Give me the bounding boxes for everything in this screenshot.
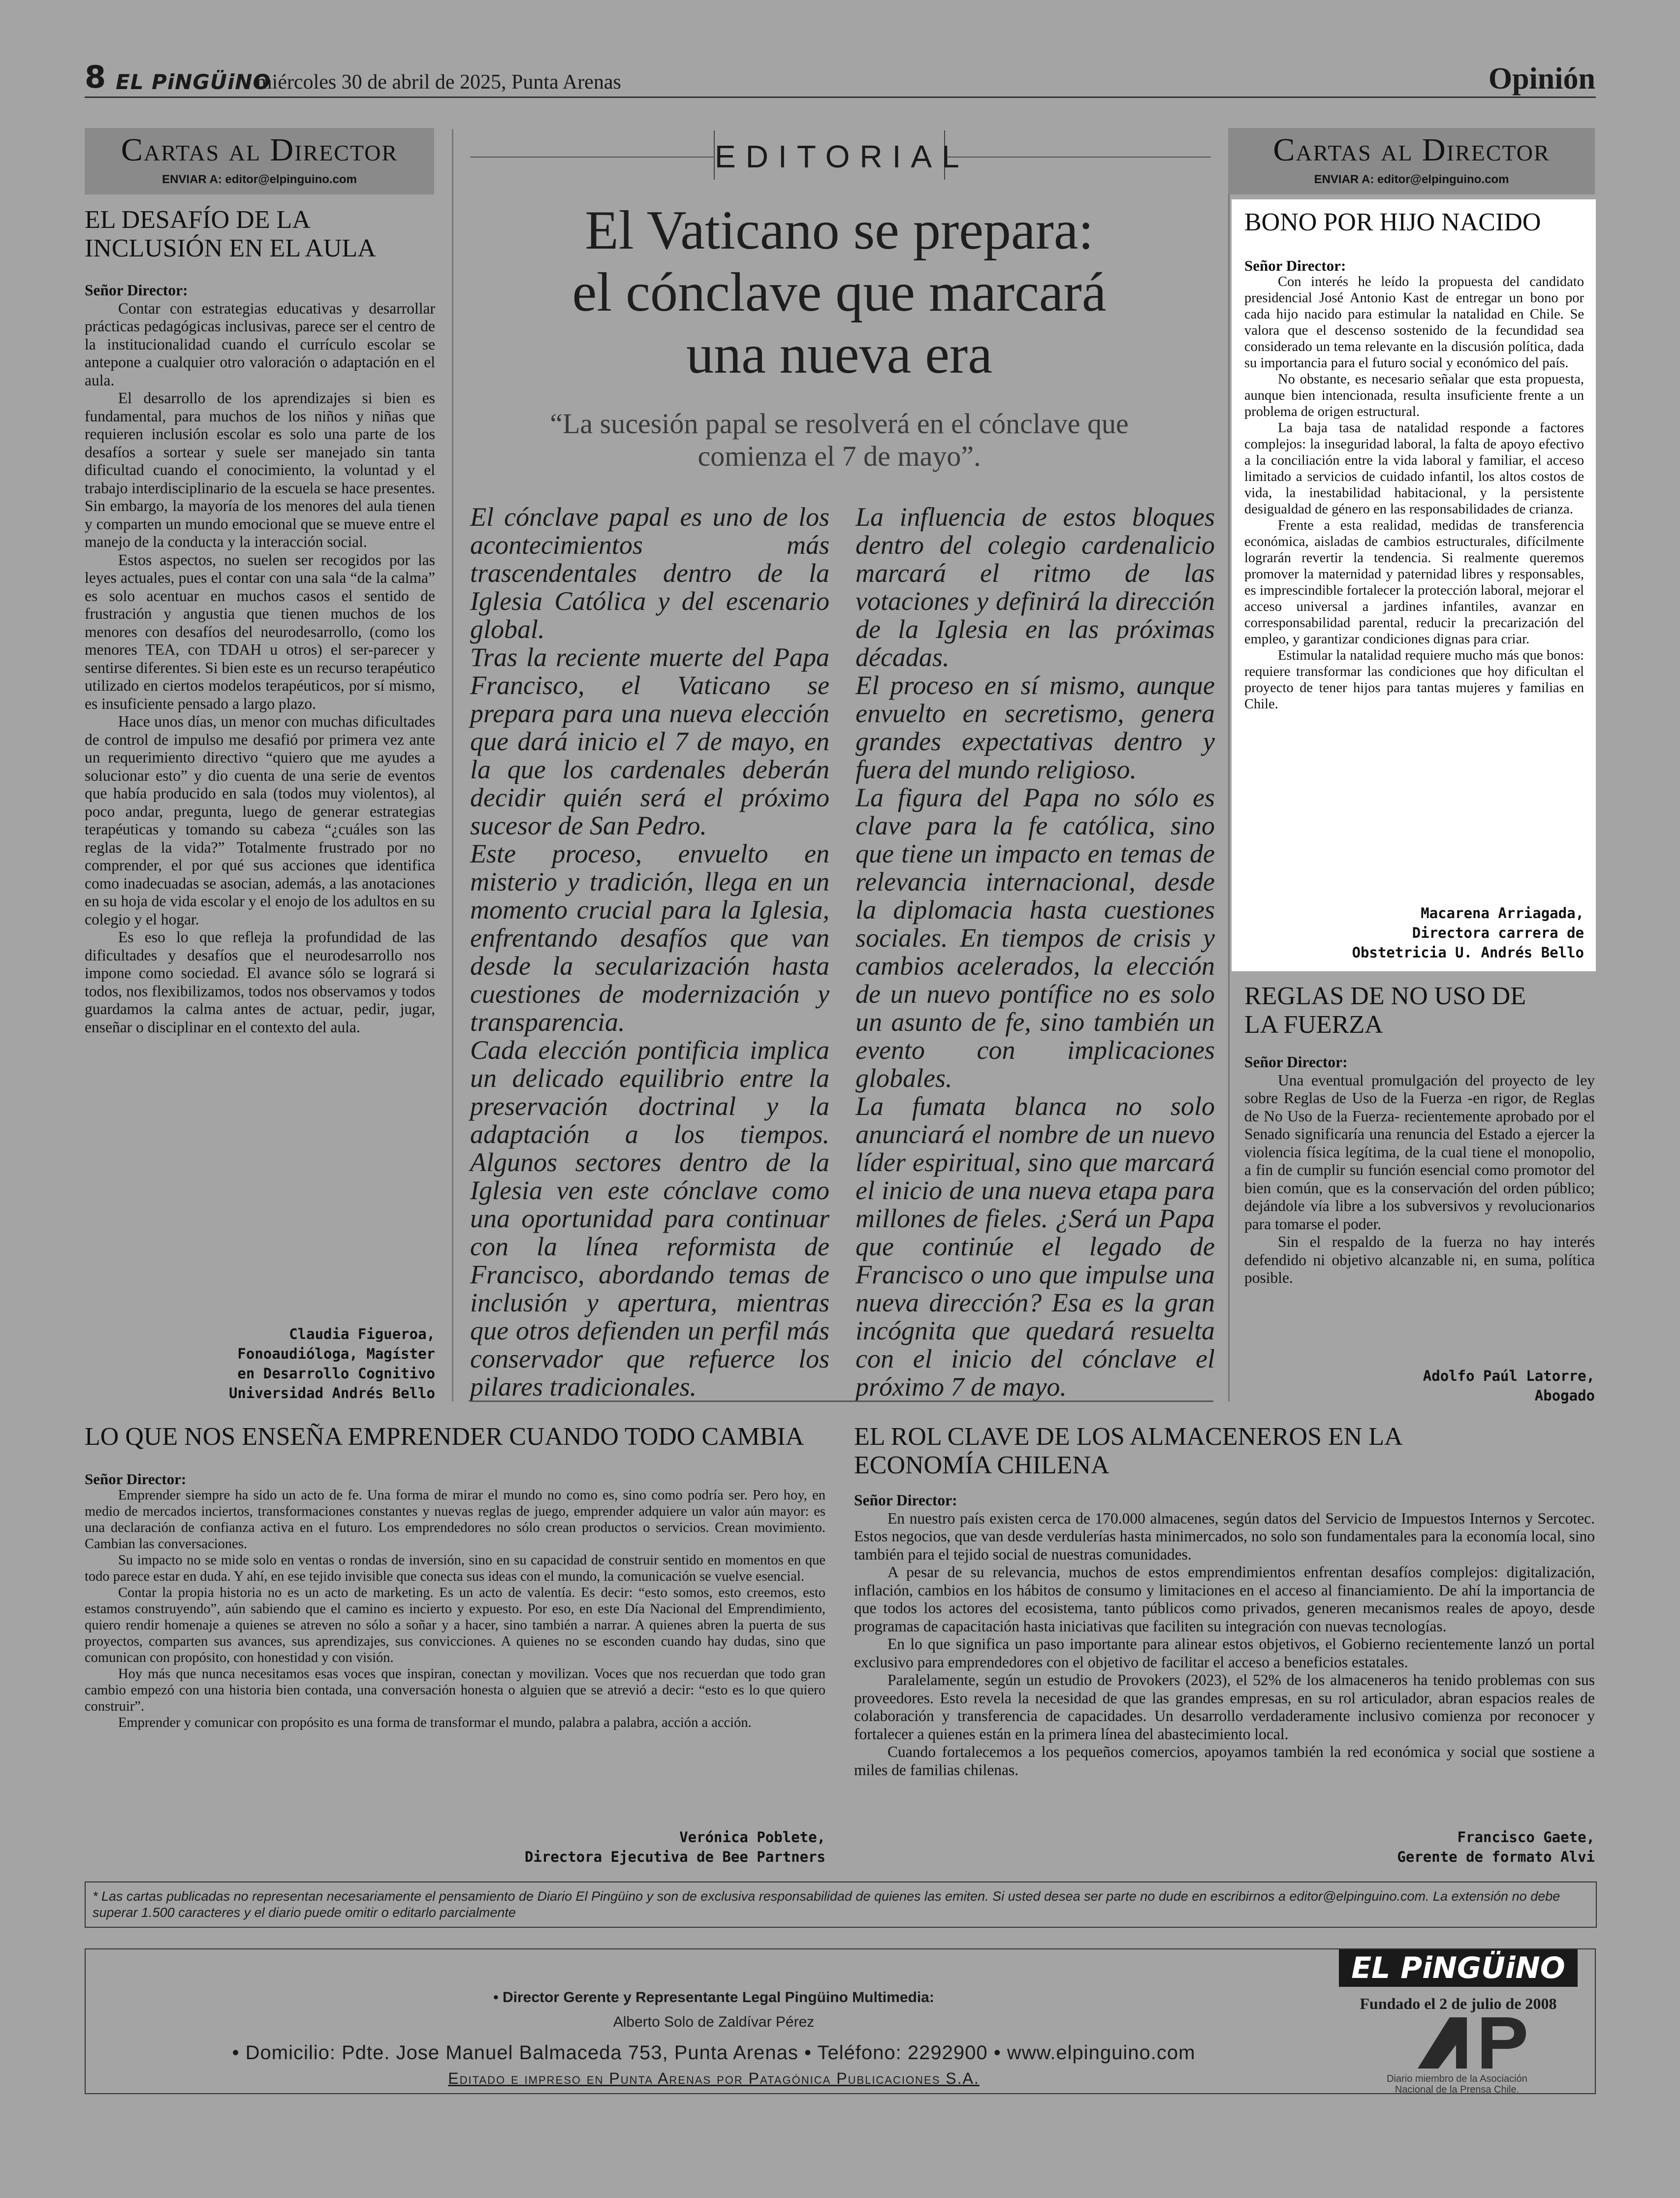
headline-line: una nueva era xyxy=(686,324,992,385)
editorial-headline xyxy=(468,199,1211,385)
letter-body xyxy=(1244,257,1584,712)
signature-line: Francisco Gaete, xyxy=(1457,1829,1595,1846)
paragraph: Tras la reciente muerte del Papa Francisco, el Vaticano se prepara para una nueva elección que dará inicio el 7 de mayo, en la que los cardenales deberán decidir quién será el próximo sucesor de San Pedro. xyxy=(470,642,829,840)
paragraph: Estimular la natalidad requiere mucho más que bonos: requiere transformar las condiciones que hoy dificultan el proyecto de tener hijos para tantas mujeres y familias en Chile. xyxy=(1244,648,1584,712)
disclaimer-box xyxy=(85,1881,1597,1928)
letter-title xyxy=(85,206,434,263)
signature-line: Abogado xyxy=(1534,1387,1595,1404)
letter-body xyxy=(85,282,435,1036)
paragraph: Con interés he leído la propuesta del candidato presidencial José Antonio Kast de entregar un bono por cada hijo nacido para estimular la natalidad en Chile. Se valora que el descenso sostenido de la fecundidad sea considerado un tema relevante en la discusión política, dada su importancia para el futuro social y económico del país. xyxy=(1244,274,1584,371)
paragraph: Paralelamente, según un estudio de Provokers (2023), el 52% de los almaceneros ha tenido problemas con sus proveedores. Esto revela la necesidad de que las grandes empresas, en su rol articulador, abran espacios reales de colaboración y transferencia de capacidades. Un desarrollo verdaderamente inclusivo comienza por reconocer y fortalecer a quienes están en la primera línea del abastecimiento local. xyxy=(854,1671,1595,1743)
letter-title-line: INCLUSIÓN EN EL AULA xyxy=(85,234,376,262)
paragraph: Cada elección pontificia implica un delicado equilibrio entre la preservación doctrinal y la adaptación a los tiempos. Algunos sectores dentro de la Iglesia ven este cónclave como una oportunidad para continuar con la línea reformista de Francisco, abordando temas de inclusión y apertura, mientras que otros defienden un perfil más conservador que refuerce los pilares tradicionales. xyxy=(470,1035,829,1402)
anp-logo-icon xyxy=(1408,2013,1531,2072)
masthead-brand: EL PiNGÜiNO xyxy=(116,70,271,94)
director-name: Alberto Solo de Zaldívar Pérez xyxy=(613,2014,815,2030)
editorial-column-2 xyxy=(856,503,1215,1401)
paragraph: El cónclave papal es uno de los acontecimientos más trascendentales dentro de la Iglesia Católica y del escenario global. xyxy=(470,502,829,644)
letter-title-line: REGLAS DE NO USO DE xyxy=(1244,982,1526,1010)
paragraph: Es eso lo que refleja la profundidad de las dificultades y desafíos que el neurodesarrollo nos impone como sociedad. El avance sólo se logrará si todos, nos flexibilizamos, todos nos observamos y todos guardamos la calma antes de actuar, pedir, jugar, enseñar o disciplinar en el contexto del aula. xyxy=(85,928,435,1036)
signature-line: Directora Ejecutiva de Bee Partners xyxy=(524,1848,825,1865)
editorial-subhead xyxy=(468,408,1211,473)
cartas-title: Cartas al Director xyxy=(121,132,398,168)
letter-signature xyxy=(1244,903,1584,962)
headline-line: El Vaticano se prepara: xyxy=(585,200,1094,261)
paragraph: Contar la propia historia no es un acto de marketing. Es un acto de valentía. Es decir: “esto somos, esto creemos, esto estamos construyendo”, aún sabiendo que el camino es incierto y expuesto. Por eso, en este Día Nacional del Emprendimiento, quiero rendir homenaje a quienes se atreven no sólo a soñar y a hacer, sino también a narrar. A quienes abren la puerta de sus proyectos, comparten sus avances, sus aprendizajes, sus convicciones. A quienes no se esconden cuando hay dudas, sino que comunican con propósito, con honestidad y con visión. xyxy=(85,1585,825,1665)
footer-logo: EL PiNGÜiNO xyxy=(1339,1949,1578,1987)
cartas-header-left xyxy=(85,128,434,194)
letter-title: BONO POR HIJO NACIDO xyxy=(1244,208,1541,236)
paragraph: Emprender y comunicar con propósito es una forma de transformar el mundo, palabra a palabra, acción a acción. xyxy=(118,1715,752,1730)
signature-line: Fonoaudióloga, Magíster xyxy=(237,1345,435,1362)
anp-caption-line: Nacional de la Prensa Chile. xyxy=(1395,2084,1520,2095)
cartas-header-right xyxy=(1228,128,1595,194)
subhead-line: comienza el 7 de mayo”. xyxy=(697,440,981,472)
headline-line: el cónclave que marcará xyxy=(572,262,1107,323)
salutation: Señor Director: xyxy=(854,1492,957,1509)
editorial-rule xyxy=(470,157,714,158)
letter-body xyxy=(854,1492,1595,1779)
signature-line: Directora carrera de xyxy=(1412,924,1584,941)
salutation: Señor Director: xyxy=(85,1470,187,1488)
paragraph: Contar con estrategias educativas y desarrollar prácticas pedagógicas inclusivas, parece ser el centro de la institucionalidad cuando el currículo escolar se antepone a cualquier otro valoración o adaptación en el aula. xyxy=(85,299,435,389)
editorial-label: EDITORIAL xyxy=(715,139,969,174)
signature-line: Gerente de formato Alvi xyxy=(1397,1848,1595,1865)
salutation: Señor Director: xyxy=(1244,1053,1348,1071)
paragraph: Una eventual promulgación del proyecto de ley sobre Reglas de Uso de la Fuerza -en rigor, de Reglas de No Uso de la Fuerza- recientemente aprobado por el Senado significaría una renuncia del Estado a ejercer la violencia física legítima, de la cual tiene el monopolio, a fin de cumplir su función esencial como promotor del bien común, que es la conservación del orden público; dejándole vía libre a los subversivos y revolucionarios para tomarse el poder. xyxy=(1244,1071,1595,1233)
signature-line: Claudia Figueroa, xyxy=(289,1326,435,1342)
disclaimer-text: * Las cartas publicadas no representan necesariamente el pensamiento de Diario El Pingüino y son de exclusiva responsabilidad de quienes las emiten. Si usted desea ser parte no dude en escribirnos a editor@elpinguino.com. La extensión no debe superar 1.500 caracteres y el diario puede omitir o editarlo parcialmente xyxy=(93,1889,1560,1920)
paragraph: Cuando fortalecemos a los pequeños comercios, apoyamos también la red económica y social que sostiene a miles de familias chilenas. xyxy=(854,1743,1595,1779)
paragraph: La baja tasa de natalidad responde a factores complejos: la inseguridad laboral, la falta de apoyo efectivo a la conciliación entre la vida laboral y familiar, el acceso limitado a servicios de cuidado infantil, los altos costos de vida, la inestabilidad habitacional, y la persistente desigualdad de género en las responsabilidades de crianza. xyxy=(1244,420,1584,517)
paragraph: La figura del Papa no sólo es clave para la fe católica, sino que tiene un impacto en temas de relevancia internacional, desde la diplomacia hasta cuestiones sociales. En tiempos de crisis y cambios acelerados, la elección de un nuevo pontífice no es solo un asunto de fe, sino también un evento con implicaciones globales. xyxy=(856,783,1215,1093)
letter-signature xyxy=(85,1827,825,1867)
page-number: 8 xyxy=(85,59,106,95)
paragraph: No obstante, es necesario señalar que esta propuesta, aunque bien intencionada, resulta insuficiente frente a un problema de origen estructural. xyxy=(1244,372,1584,419)
letter-signature xyxy=(1244,1366,1595,1405)
anp-caption-line: Diario miembro de la Asociación xyxy=(1387,2073,1527,2084)
cartas-email: ENVIAR A: editor@elpinguino.com xyxy=(162,173,357,186)
letter-title-line: LA FUERZA xyxy=(1244,1011,1383,1039)
editorial-rule xyxy=(945,157,1211,158)
anp-caption xyxy=(1339,2073,1575,2095)
address-line: • Domicilio: Pdte. Jose Manuel Balmaceda 753, Punta Arenas • Teléfono: 2292900 • www.elpinguino.com xyxy=(232,2042,1196,2064)
column-divider xyxy=(1228,129,1230,1402)
letter-body xyxy=(1244,1053,1595,1287)
paragraph: En lo que significa un paso importante para alinear estos objetivos, el Gobierno recientemente lanzó un portal exclusivo para emprendedores con el objetivo de facilitar el acceso a beneficios estatales. xyxy=(854,1635,1595,1671)
director-label: • Director Gerente y Representante Legal Pingüino Multimedia: xyxy=(493,1989,934,2006)
paragraph: A pesar de su relevancia, muchos de estos emprendimientos enfrentan desafíos complejos: digitalización, inflación, cambios en los hábitos de consumo y limitaciones en el acceso al financiamiento. De ahí la importancia de que todos los actores del ecosistema, tanto públicos como privados, generen mecanismos reales de apoyo, desde programas de capacitación hasta iniciativas que faciliten su integración con nuevas tecnologías. xyxy=(854,1563,1595,1635)
founded-date: Fundado el 2 de julio de 2008 xyxy=(1360,1995,1557,2012)
subhead-line: “La sucesión papal se resolverá en el cónclave que xyxy=(550,408,1129,440)
letter-title-line: EL ROL CLAVE DE LOS ALMACENEROS EN LA xyxy=(854,1423,1403,1451)
letter-title xyxy=(1244,982,1589,1039)
paragraph: Su impacto no se mide solo en ventas o rondas de inversión, sino en su capacidad de construir sentido en momentos en que todo parece estar en duda. Y ahí, en ese tejido invisible que conecta sus ideas con el mundo, la comunicación se vuelve esencial. xyxy=(85,1553,825,1584)
paragraph: Frente a esta realidad, medidas de transferencia económica, aisladas de cambios estructurales, difícilmente lograrán revertir la tendencia. Si realmente queremos promover la maternidad y paternidad libres y responsables, es imprescindible fortalecer la protección laboral, mejorar el acceso universal a jardines infantiles, avanzar en corresponsabilidad parental, reducir la precarización del empleo, y garantizar condiciones dignas para criar. xyxy=(1244,518,1584,647)
salutation: Señor Director: xyxy=(85,282,188,299)
signature-line: Obstetricia U. Andrés Bello xyxy=(1352,944,1584,961)
letter-body xyxy=(85,1471,825,1731)
column-divider xyxy=(452,129,453,1402)
header-rule xyxy=(85,96,1596,98)
letter-title xyxy=(854,1423,1595,1480)
section-title: Opinión xyxy=(1488,62,1595,96)
highlighted-letter xyxy=(1232,199,1596,971)
letter-title-line: ECONOMÍA CHILENA xyxy=(854,1451,1109,1479)
paragraph: El desarrollo de los aprendizajes si bien es fundamental, para muchos de los niños y niñas que requieren inclusión escolar es solo una parte de los desafíos a sortear y suele ser manejado sin tanta dificultad cuando el conocimiento, la voluntad y el trabajo interdisciplinario de la escuela se hace presentes. Sin embargo, la mayoría de los menores del aula tienen y comparten un mundo emocional que se mueve entre el manejo de la conducta y la interacción social. xyxy=(85,389,435,550)
cartas-title: Cartas al Director xyxy=(1273,132,1550,168)
paragraph: Hace unos días, un menor con muchas dificultades de control de impulso me desafió por primera vez ante un requerimiento directivo “quiero que me ayudes a solucionar esto” y dio cuenta de una serie de eventos que había producido en sala (todos muy violentos), al poco andar, pregunta, luego de generar estrategias terapéuticas y tomando su cabeza “¿cuáles son las reglas de la vida?” Totalmente frustrado por no comprender, el por qué sus acciones que identifica como inadecuadas se asocian, además, a las anotaciones en su hoja de vida escolar y el enojo de los adultos en su colegio y el hogar. xyxy=(85,713,435,928)
editorial-bottom-rule xyxy=(470,1401,1213,1402)
paragraph: Este proceso, envuelto en misterio y tradición, llega en un momento crucial para la Iglesia, enfrentando desafíos que van desde la secularización hasta cuestiones de modernización y transparencia. xyxy=(470,839,829,1037)
paragraph: Sin el respaldo de la fuerza no hay interés defendido ni objetivo alcanzable ni, en suma, política posible. xyxy=(1244,1233,1595,1286)
signature-line: Macarena Arriagada, xyxy=(1421,905,1584,922)
paragraph: En nuestro país existen cerca de 170.000 almacenes, según datos del Servicio de Impuestos Internos y Sercotec. Estos negocios, que van desde verdulerías hasta minimercados, no solo son fundamentales para la economía local, sino también para el tejido social de nuestras comunidades. xyxy=(854,1509,1595,1563)
paragraph: El proceso en sí mismo, aunque envuelto en secretismo, genera grandes expectativas dentro y fuera del mundo religioso. xyxy=(856,670,1215,784)
letter-signature xyxy=(854,1827,1595,1867)
paragraph: Estos aspectos, no suelen ser recogidos por las leyes actuales, pues el contar con una sala “de la calma” es solo acentuar en muchos casos el sentido de frustración y angustia que tienen muchos de los menores con desafíos del neurodesarrollo, (como los menores TEA, con TDAH u otros) el ser-parecer y sentirse diferentes. Si bien este es un recurso terapéutico utilizado en ciertos modelos terapéuticos, por sí mismo, es insuficiente pensado a largo plazo. xyxy=(85,551,435,712)
letter-title: LO QUE NOS ENSEÑA EMPRENDER CUANDO TODO CAMBIA xyxy=(85,1423,804,1451)
cartas-email: ENVIAR A: editor@elpinguino.com xyxy=(1314,173,1509,186)
issue-date: miércoles 30 de abril de 2025, Punta Arenas xyxy=(256,71,621,94)
letter-title-line: EL DESAFÍO DE LA xyxy=(85,206,311,234)
salutation: Señor Director: xyxy=(1244,257,1346,274)
signature-line: Verónica Poblete, xyxy=(679,1829,825,1846)
signature-line: en Desarrollo Cognitivo xyxy=(237,1365,435,1382)
paragraph: Emprender siempre ha sido un acto de fe. Una forma de mirar el mundo no como es, sino como podría ser. Pero hoy, en medio de mercados inciertos, transformaciones constantes y nuevas reglas de juego, emprender adquiere un valor aún mayor: es una declaración de confianza activa en el futuro. Los emprendedores no sólo crean productos o servicios. Crean movimiento. Cambian las conversaciones. xyxy=(85,1488,825,1552)
paragraph: Hoy más que nunca necesitamos esas voces que inspiran, conectan y movilizan. Voces que nos recuerdan que todo gran cambio empezó con una historia bien contada, una conversación honesta o alguien que se atrevió a decir: “esto es lo que quiero construir”. xyxy=(85,1666,825,1714)
editorial-column-1 xyxy=(470,503,829,1401)
paragraph: La fumata blanca no solo anunciará el nombre de un nuevo líder espiritual, sino que marcará el inicio de una nueva etapa para millones de fieles. ¿Será un Papa que continúe el legado de Francisco o uno que impulse una nueva dirección? Esa es la gran incógnita que quedará resuelta con el inicio del cónclave el próximo 7 de mayo. xyxy=(856,1091,1215,1402)
signature-line: Universidad Andrés Bello xyxy=(228,1385,435,1402)
paragraph: La influencia de estos bloques dentro del colegio cardenalicio marcará el ritmo de las votaciones y definirá la dirección de la Iglesia en las próximas décadas. xyxy=(856,502,1215,672)
printed-by: Editado e impreso en Punta Arenas por Patagónica Publicaciones S.A. xyxy=(448,2070,980,2087)
letter-signature xyxy=(85,1324,435,1403)
signature-line: Adolfo Paúl Latorre, xyxy=(1423,1368,1595,1384)
